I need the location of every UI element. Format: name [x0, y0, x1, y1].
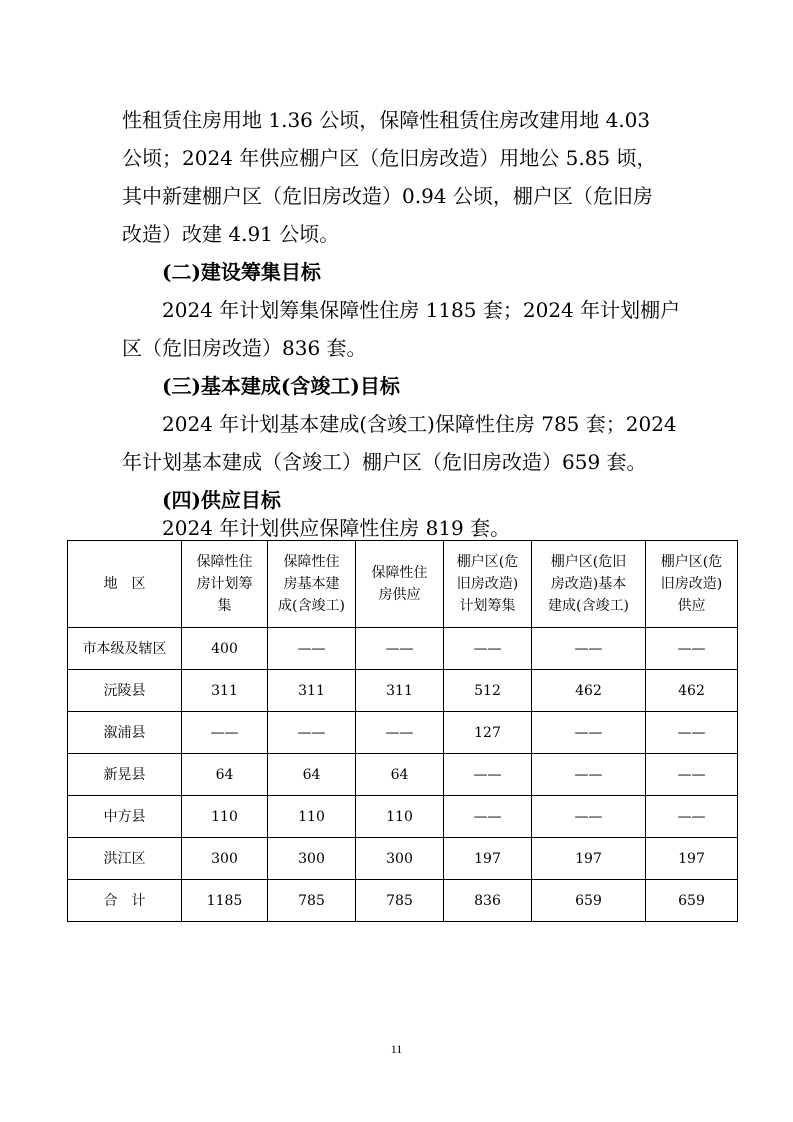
region-cell: 市本级及辖区	[68, 628, 182, 670]
header-line: 房计划筹	[196, 576, 253, 592]
value-cell: 1185	[182, 880, 268, 922]
value-cell: 836	[444, 880, 532, 922]
table-row	[68, 796, 738, 838]
table-header-cell	[444, 541, 532, 628]
value-cell: 64	[182, 754, 268, 796]
table-body	[68, 628, 738, 922]
value-cell: 127	[444, 712, 532, 754]
body-text-line: 2024 年计划供应保障性住房 819 套。	[162, 516, 511, 540]
region-cell: 中方县	[68, 796, 182, 838]
header-line: 地 区	[103, 576, 146, 592]
value-cell: ——	[268, 712, 356, 754]
header-line: 棚户区(危	[660, 554, 723, 570]
header-line: 保障性住	[283, 554, 340, 570]
value-cell: ——	[356, 712, 444, 754]
section-heading: (三)基本建成(含竣工)目标	[162, 374, 400, 398]
value-cell: ——	[444, 796, 532, 838]
table-header-cell	[268, 541, 356, 628]
region-cell: 新晃县	[68, 754, 182, 796]
value-cell: ——	[532, 754, 646, 796]
header-line: 棚户区(危	[456, 554, 519, 570]
value-cell: 659	[532, 880, 646, 922]
header-line: 旧房改造)	[456, 576, 519, 592]
section-heading: (四)供应目标	[162, 488, 281, 512]
value-cell: 311	[356, 670, 444, 712]
table-row	[68, 628, 738, 670]
region-cell: 沅陵县	[68, 670, 182, 712]
table-row	[68, 754, 738, 796]
value-cell: 512	[444, 670, 532, 712]
body-text-line: 改造）改建 4.91 公顷。	[122, 222, 340, 246]
body-text-line: 年计划基本建成（含竣工）棚户区（危旧房改造）659 套。	[122, 450, 647, 474]
value-cell: ——	[268, 628, 356, 670]
table-header-row	[68, 541, 738, 628]
header-line: 计划筹集	[459, 598, 516, 614]
value-cell: ——	[444, 754, 532, 796]
region-cell: 溆浦县	[68, 712, 182, 754]
value-cell: ——	[356, 628, 444, 670]
body-text-line: 性租赁住房用地 1.36 公顷，保障性租赁住房改建用地 4.03	[122, 108, 651, 132]
value-cell: 110	[182, 796, 268, 838]
value-cell: 462	[532, 670, 646, 712]
table-header-cell	[646, 541, 738, 628]
header-line: 房基本建	[283, 576, 340, 592]
value-cell: 197	[646, 838, 738, 880]
value-cell: 659	[646, 880, 738, 922]
table-header-cell	[68, 541, 182, 628]
header-line: 房改造)基本	[550, 576, 627, 592]
region-cell: 洪江区	[68, 838, 182, 880]
table-row	[68, 670, 738, 712]
value-cell: 110	[268, 796, 356, 838]
value-cell: 300	[356, 838, 444, 880]
value-cell: 785	[268, 880, 356, 922]
page-number: 11	[390, 1042, 403, 1056]
header-line: 建成(含竣工)	[548, 598, 629, 614]
value-cell: 197	[444, 838, 532, 880]
header-line: 保障性住	[196, 554, 253, 570]
body-text-line: 其中新建棚户区（危旧房改造）0.94 公顷，棚户区（危旧房	[122, 184, 653, 208]
housing-target-table	[67, 540, 738, 922]
value-cell: ——	[182, 712, 268, 754]
value-cell: 300	[268, 838, 356, 880]
value-cell: ——	[444, 628, 532, 670]
header-line: 房供应	[378, 587, 421, 603]
value-cell: 110	[356, 796, 444, 838]
value-cell: ——	[532, 712, 646, 754]
table-row	[68, 880, 738, 922]
body-text-line: 2024 年计划基本建成(含竣工)保障性住房 785 套；2024	[162, 412, 677, 436]
header-line: 棚户区(危旧	[550, 554, 627, 570]
header-line: 集	[217, 598, 232, 614]
value-cell: 197	[532, 838, 646, 880]
body-text-line: 2024 年计划筹集保障性住房 1185 套；2024 年计划棚户	[162, 298, 681, 322]
value-cell: ——	[532, 628, 646, 670]
value-cell: 462	[646, 670, 738, 712]
value-cell: ——	[646, 796, 738, 838]
value-cell: 400	[182, 628, 268, 670]
value-cell: ——	[646, 712, 738, 754]
value-cell: 311	[182, 670, 268, 712]
table-row	[68, 712, 738, 754]
value-cell: 311	[268, 670, 356, 712]
value-cell: 64	[268, 754, 356, 796]
region-cell: 合 计	[68, 880, 182, 922]
table-header-cell	[532, 541, 646, 628]
table-row	[68, 838, 738, 880]
value-cell: ——	[646, 754, 738, 796]
body-text-line: 公顷；2024 年供应棚户区（危旧房改造）用地公 5.85 顷，	[122, 146, 657, 170]
table-header-cell	[356, 541, 444, 628]
header-line: 供应	[677, 598, 706, 614]
header-line: 成(含竣工)	[278, 598, 345, 614]
header-line: 保障性住	[371, 565, 428, 581]
value-cell: 64	[356, 754, 444, 796]
table-header-cell	[182, 541, 268, 628]
value-cell: ——	[532, 796, 646, 838]
value-cell: 300	[182, 838, 268, 880]
header-line: 旧房改造)	[660, 576, 723, 592]
body-text-line: 区（危旧房改造）836 套。	[122, 336, 367, 360]
value-cell: 785	[356, 880, 444, 922]
section-heading: (二)建设筹集目标	[162, 260, 321, 284]
value-cell: ——	[646, 628, 738, 670]
